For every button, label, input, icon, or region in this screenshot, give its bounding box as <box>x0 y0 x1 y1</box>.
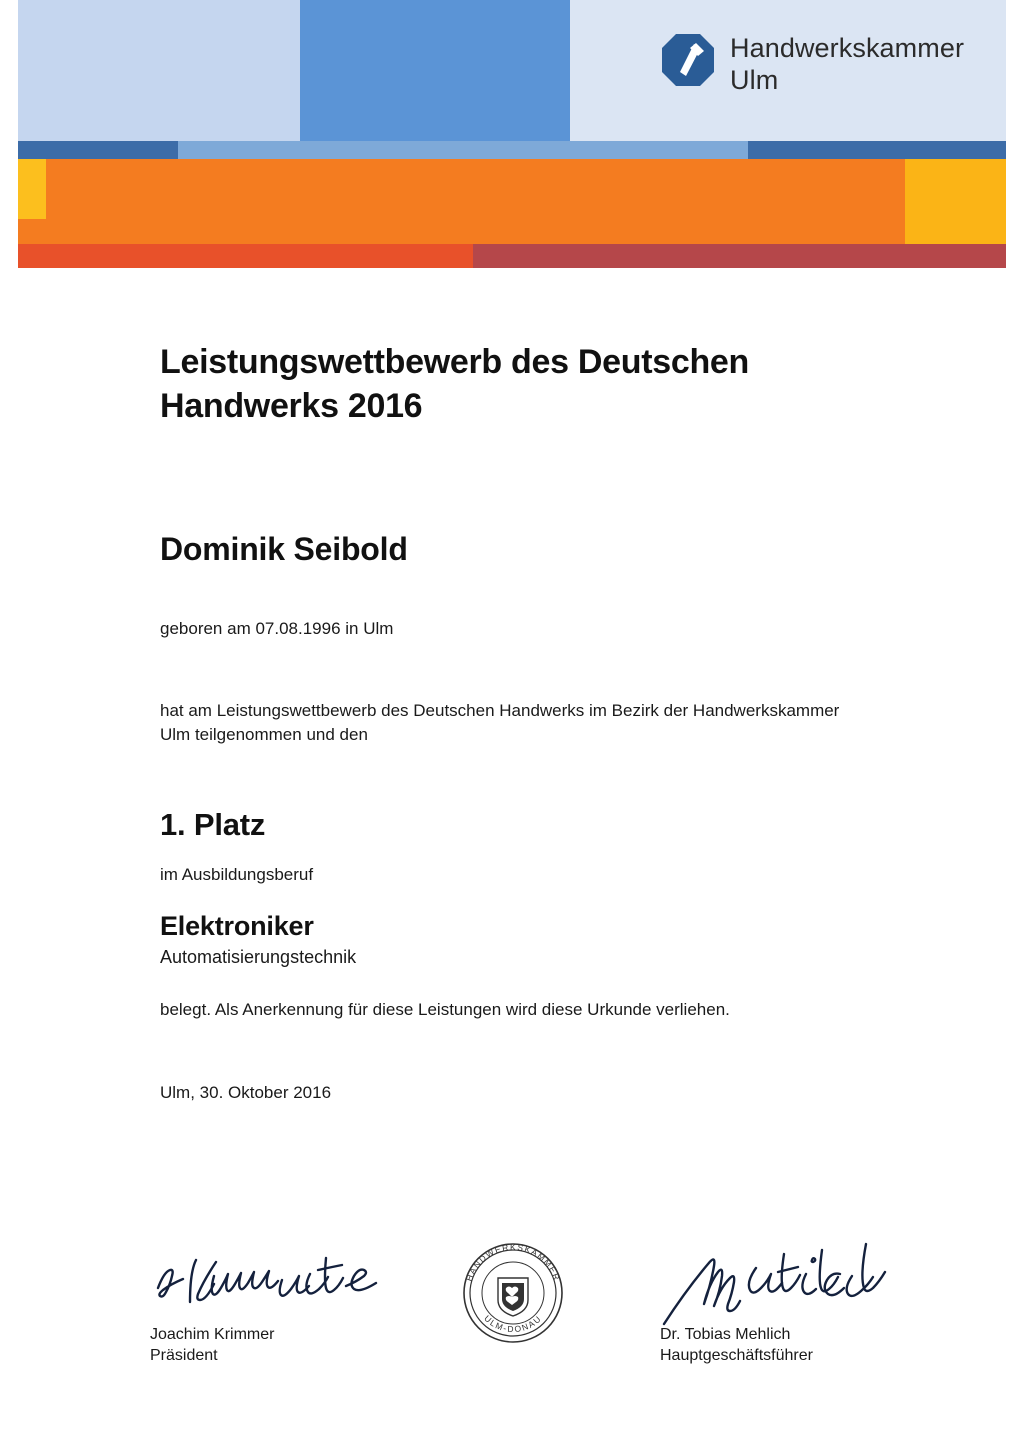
handwerkskammer-octagon-icon <box>660 32 716 88</box>
logo-line-1: Handwerkskammer <box>730 33 965 63</box>
profession-specialisation: Automatisierungstechnik <box>160 947 357 967</box>
banner-blue-midblock <box>300 0 570 141</box>
participation-text: hat am Leistungswettbewerb des Deutschen Handwerks im Bezirk der Handwerkskammer Ulm teilgenommen und den <box>160 701 840 744</box>
banner-yellow-right <box>905 159 1006 244</box>
certificate-title: Leistungswettbewerb des Deutschen Handwerks 2016 <box>160 343 750 425</box>
logo-line-2: Ulm <box>730 65 779 95</box>
signature-name-ceo: Dr. Tobias Mehlich <box>660 1326 791 1343</box>
place-and-date: Ulm, 30. Oktober 2016 <box>160 1083 332 1102</box>
svg-text:ULM-DONAU: ULM-DONAU <box>482 1313 544 1335</box>
signature-name-president: Joachim Krimmer <box>150 1326 275 1343</box>
banner-orange-lowleft <box>18 219 46 244</box>
signature-role-ceo: Hauptgeschäftsführer <box>660 1347 813 1364</box>
banner-blue-strip-center <box>178 141 748 159</box>
svg-text:HANDWERKSKAMMER: HANDWERKSKAMMER <box>463 1241 563 1283</box>
banner-red-strip <box>18 244 473 268</box>
recipient-name: Dominik Seibold <box>160 531 408 567</box>
header-banner <box>0 0 1024 268</box>
signature-block-president <box>150 1240 490 1365</box>
banner-yellow-left <box>18 159 46 219</box>
signature-role-president: Präsident <box>150 1347 218 1364</box>
signature-block-ceo <box>660 1240 1000 1365</box>
banner-maroon-strip <box>473 244 1006 268</box>
signature-area <box>0 1240 1024 1420</box>
profession-label: im Ausbildungsberuf <box>160 865 314 884</box>
birth-details: geboren am 07.08.1996 in Ulm <box>160 619 394 638</box>
profession-name: Elektroniker <box>160 911 314 941</box>
certificate-body <box>160 340 920 1103</box>
logo-text-wrapper <box>730 32 964 96</box>
signature-image-mehlich <box>660 1240 1000 1326</box>
place-achieved: 1. Platz <box>160 807 266 842</box>
closing-text: belegt. Als Anerkennung für diese Leistungen wird diese Urkunde verliehen. <box>160 1000 730 1019</box>
banner-margin-left <box>0 0 18 268</box>
banner-orange-block <box>46 159 905 244</box>
banner-blue-strip-right <box>748 141 1006 159</box>
signature-image-krimmer <box>150 1240 490 1326</box>
banner-blue-strip-left <box>18 141 178 159</box>
banner-margin-right <box>1006 0 1024 268</box>
organization-logo <box>660 32 964 96</box>
